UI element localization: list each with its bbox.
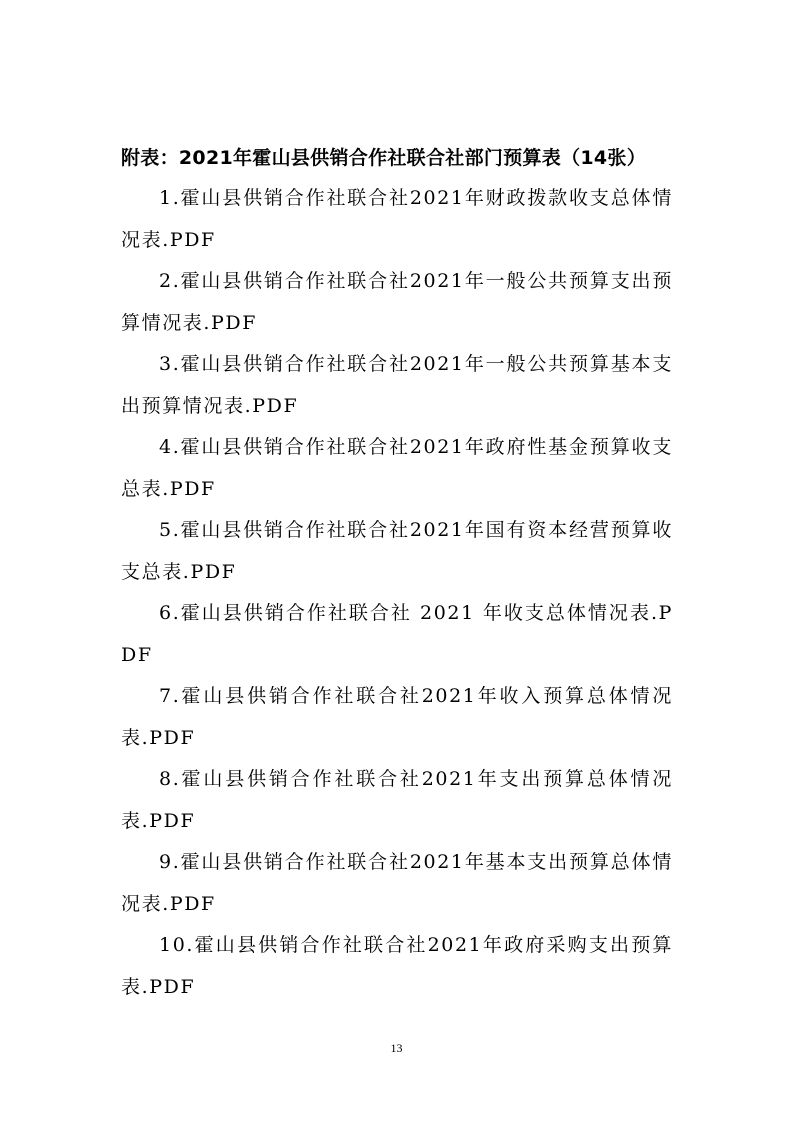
attachment-item-3: 3.霍山县供销合作社联合社2021年一般公共预算基本支出预算情况表.PDF <box>121 353 673 417</box>
attachment-item-1: 1.霍山县供销合作社联合社2021年财政拨款收支总体情况表.PDF <box>121 187 673 251</box>
attachment-item-9: 9.霍山县供销合作社联合社2021年基本支出预算总体情况表.PDF <box>121 851 673 915</box>
attachment-item-2: 2.霍山县供销合作社联合社2021年一般公共预算支出预算情况表.PDF <box>121 270 673 334</box>
attachment-list <box>121 178 673 1008</box>
page-number: 13 <box>390 1041 403 1055</box>
attachment-item-7: 7.霍山县供销合作社联合社2021年收入预算总体情况表.PDF <box>121 685 673 749</box>
attachment-heading: 附表：2021年霍山县供销合作社联合社部门预算表（14张） <box>121 147 647 169</box>
attachment-item-4: 4.霍山县供销合作社联合社2021年政府性基金预算收支总表.PDF <box>121 436 673 500</box>
attachment-item-8: 8.霍山县供销合作社联合社2021年支出预算总体情况表.PDF <box>121 768 673 832</box>
attachment-item-10: 10.霍山县供销合作社联合社2021年政府采购支出预算表.PDF <box>121 934 673 998</box>
attachment-item-6: 6.霍山县供销合作社联合社 2021 年收支总体情况表.PDF <box>121 602 673 666</box>
attachment-item-5: 5.霍山县供销合作社联合社2021年国有资本经营预算收支总表.PDF <box>121 519 673 583</box>
